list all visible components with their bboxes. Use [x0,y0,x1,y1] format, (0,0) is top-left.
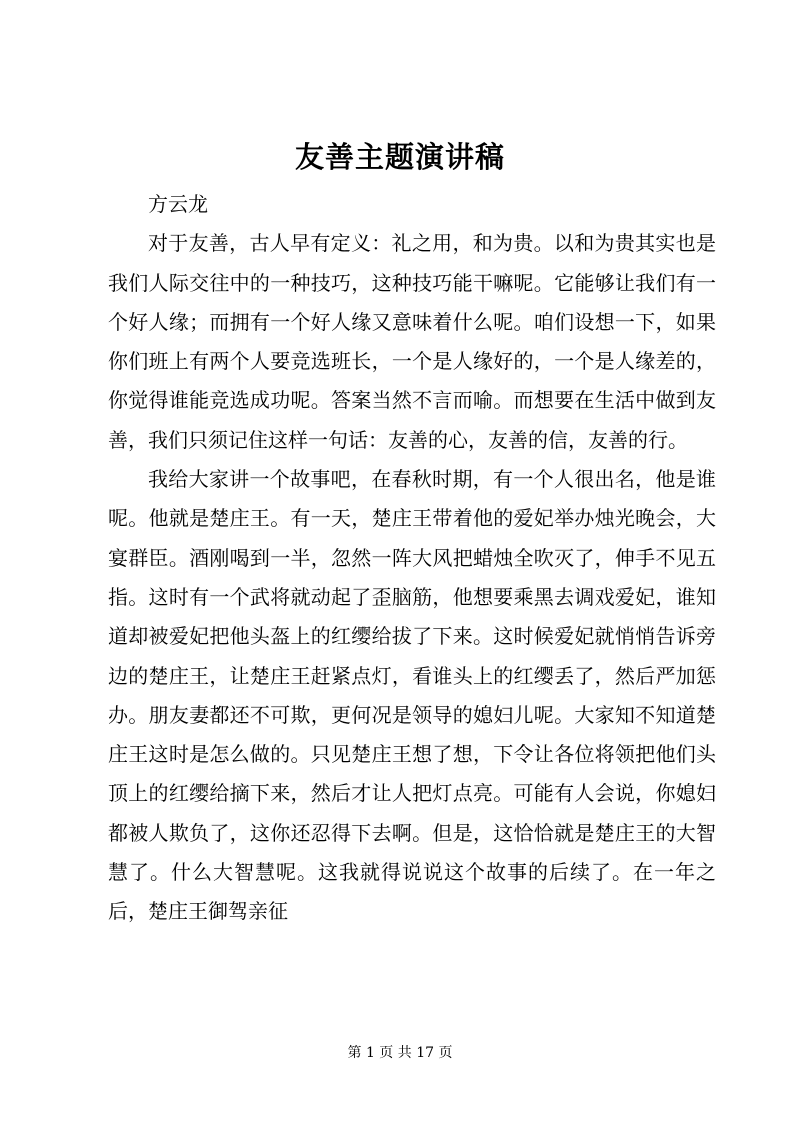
author-line: 方云龙 [148,192,208,216]
paragraph-2: 我给大家讲一个故事吧，在春秋时期，有一个人很出名，他是谁呢。他就是楚庄王。有一天，楚庄王带着他的爱妃举办烛光晚会，大宴群臣。酒刚喝到一半，忽然一阵大风把蜡烛全吹灭了，伸手不见五指。这时有一个武将就动起了歪脑筋，他想要乘黑去调戏爱妃，谁知道却被爱妃把他头盔上的红缨给拔了下来。这时候爱妃就悄悄告诉旁边的楚庄王，让楚庄王赶紧点灯，看谁头上的红缨丢了，然后严加惩办。朋友妻都还不可欺，更何况是领导的媳妇儿呢。大家知不知道楚庄王这时是怎么做的。只见楚庄王想了想，下令让各位将领把他们头顶上的红缨给摘下来，然后才让人把灯点亮。可能有人会说，你媳妇都被人欺负了，这你还忍得下去啊。但是，这恰恰就是楚庄王的大智慧了。什么大智慧呢。这我就得说说这个故事的后续了。在一年之后，楚庄王御驾亲征 [108,467,716,924]
document-body [108,185,716,932]
document-title: 友善主题演讲稿 [294,140,505,174]
page-number-footer: 第 1 页 共 17 页 [347,1045,453,1061]
paragraph-1: 对于友善，古人早有定义：礼之用，和为贵。以和为贵其实也是我们人际交往中的一种技巧，这种技巧能干嘛呢。它能够让我们有一个好人缘；而拥有一个好人缘又意味着什么呢。咱们设想一下，如果你们班上有两个人要竞选班长，一个是人缘好的，一个是人缘差的，你觉得谁能竞选成功呢。答案当然不言而喻。而想要在生活中做到友善，我们只须记住这样一句话：友善的心，友善的信，友善的行。 [108,231,716,452]
